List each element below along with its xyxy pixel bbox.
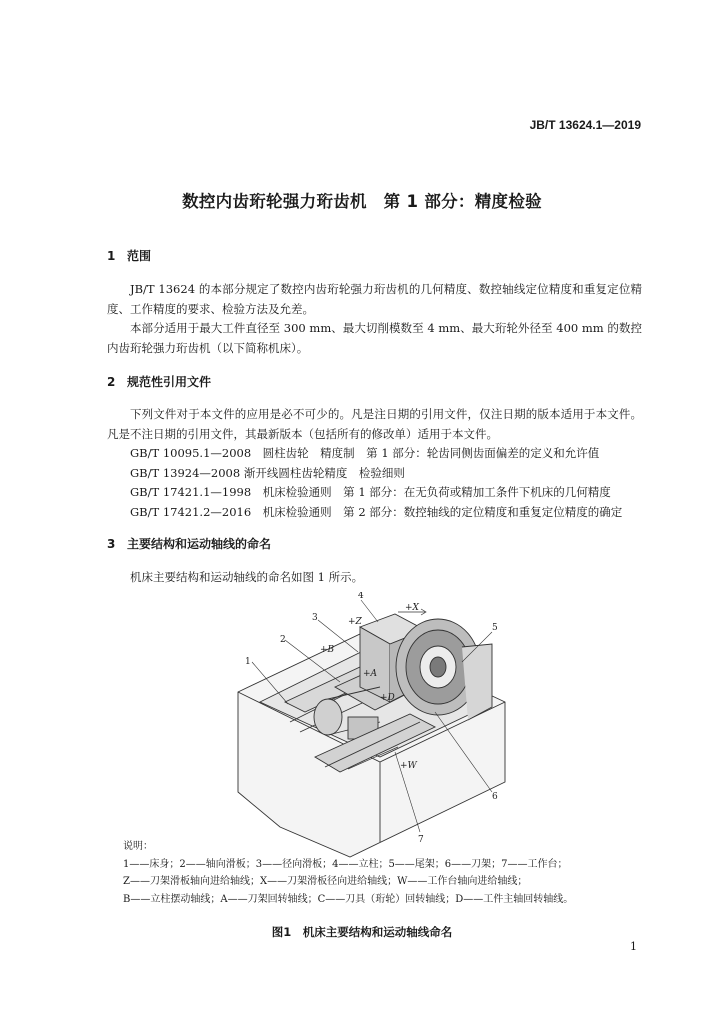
paragraph: 本部分适用于最大工件直径至 300 mm、最大切削模数至 4 mm、最大珩轮外径至 400 mm 的数控内齿珩轮强力珩齿机（以下简称机床）。 xyxy=(107,321,642,355)
section-1-heading xyxy=(107,247,151,264)
reference-item: GB/T 17421.1—1998 机床检验通则 第 1 部分：在无负荷或精加工条件下机床的几何精度 xyxy=(130,485,611,499)
reference-item: GB/T 17421.2—2016 机床检验通则 第 2 部分：数控轴线的定位精度和重复定位精度的确定 xyxy=(130,504,623,519)
section-2-intro xyxy=(107,405,642,444)
section-number: 3 xyxy=(107,537,116,551)
callout-7: 7 xyxy=(418,835,424,845)
callout-1: 1 xyxy=(245,657,251,667)
reference-list xyxy=(130,444,622,522)
axis-label-b: +B xyxy=(320,645,335,655)
standard-code: JB/T 13624.1—2019 xyxy=(529,118,641,132)
section-3-intro xyxy=(107,568,642,588)
callout-6: 6 xyxy=(492,792,498,802)
callout-4: 4 xyxy=(358,592,364,601)
legend-title: 说明： xyxy=(123,841,153,852)
section-2-heading xyxy=(107,373,211,390)
legend-line: 1——床身；2——轴向滑板；3——径向滑板；4——立柱；5——尾架；6——刀架；7——工作台； xyxy=(123,858,568,870)
section-title: 主要结构和运动轴线的命名 xyxy=(127,537,272,551)
legend-line: Z——刀架滑板轴向进给轴线；X——刀架滑板径向进给轴线；W——工作台轴向进给轴线； xyxy=(123,876,528,887)
callout-2: 2 xyxy=(280,635,286,645)
reference-item: GB/T 13924—2008 渐开线圆柱齿轮精度 检验细则 xyxy=(130,465,405,480)
section-title: 范围 xyxy=(127,249,152,263)
section-1-body xyxy=(107,280,642,358)
workpiece-spindle xyxy=(314,699,342,735)
document-title: 数控内齿珩轮强力珩齿机 第 1 部分：精度检验 xyxy=(182,192,542,211)
page-number: 1 xyxy=(630,940,637,953)
wheel-center xyxy=(430,657,446,677)
paragraph: 下列文件对于本文件的应用是必不可少的。凡是注日期的引用文件，仅注日期的版本适用于本文件。凡是不注日期的引用文件，其最新版本（包括所有的修改单）适用于本文件。 xyxy=(107,407,642,441)
axis-label-d: +D xyxy=(380,693,395,703)
callout-5: 5 xyxy=(492,623,498,633)
axis-label-w: +W xyxy=(400,761,417,771)
axis-label-z: +Z xyxy=(348,617,362,627)
machine-figure xyxy=(230,592,510,862)
axis-label-a: +A xyxy=(363,669,378,679)
section-number: 2 xyxy=(107,375,116,389)
axis-label-x: +X xyxy=(405,603,419,613)
figure-legend xyxy=(123,838,573,908)
legend-line: B——立柱摆动轴线；A——刀架回转轴线；C——刀具（珩轮）回转轴线；D——工件主轴回转轴线。 xyxy=(123,893,574,905)
callout-3: 3 xyxy=(312,613,318,623)
paragraph: JB/T 13624 的本部分规定了数控内齿珩轮强力珩齿机的几何精度、数控轴线定位精度和重复定位精度、工作精度的要求、检验方法及允差。 xyxy=(107,282,642,316)
figure-caption: 图1 机床主要结构和运动轴线命名 xyxy=(271,925,453,939)
section-number: 1 xyxy=(107,249,116,263)
reference-item: GB/T 10095.1—2008 圆柱齿轮 精度制 第 1 部分：轮齿同侧齿面偏差的定义和允许值 xyxy=(130,446,600,460)
section-3-heading xyxy=(107,535,271,552)
section-title: 规范性引用文件 xyxy=(127,375,212,389)
paragraph: 机床主要结构和运动轴线的命名如图 1 所示。 xyxy=(130,570,364,584)
